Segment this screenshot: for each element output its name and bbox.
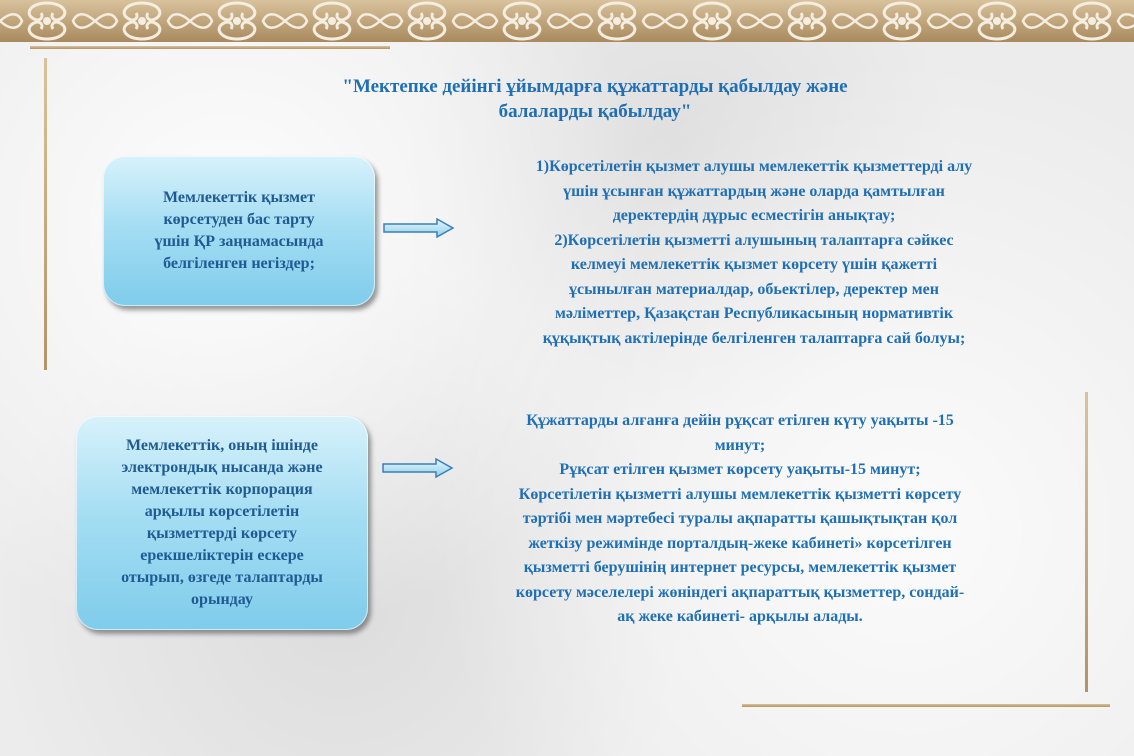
title-line: балаларды қабылдау" <box>498 101 692 122</box>
text-line: Көрсетілетін қызметті алушы мемлекеттік қызметті көрсету <box>518 485 962 503</box>
text-line: деректердің дұрыс есместігін анықтау; <box>612 207 896 224</box>
text-line: 1)Көрсетілетін қызмет алушы мемлекеттік қызметтерді алу <box>535 158 973 175</box>
box-line: үшін ҚР заңнамасында <box>154 233 324 250</box>
box-line: белгіленген негіздер; <box>163 255 315 272</box>
box-line: отырып, өзгеде талаптарды <box>121 569 323 586</box>
text-line: жеткізу режимінде порталдың-жеке кабинеті» көрсетілген <box>528 534 952 552</box>
title-line: "Мектепке дейінгі ұйымдарға құжаттарды қабылдау және <box>342 76 848 97</box>
text-line: келмеуі мемлекеттік қызмет көрсету үшін қажетті <box>570 256 938 273</box>
text-line: 2)Көрсетілетін қызметті алушының талаптарға сәйкес <box>554 231 954 249</box>
box-line: арқылы көрсетілетін <box>144 503 300 520</box>
ornament-band <box>0 0 1134 42</box>
text-line: құқықтық актілерінде белгіленген талаптарға сай болуы; <box>542 329 966 347</box>
frame-line-right <box>1085 392 1088 692</box>
frame-line-left <box>44 58 47 370</box>
slide-title <box>250 74 940 124</box>
box-line: мемлекеттік корпорация <box>131 481 313 498</box>
refusal-grounds-text <box>448 155 1060 351</box>
text-line: Рұқсат етілген қызмет көрсету уақыты-15 минут; <box>559 461 921 478</box>
frame-line-top-left <box>30 46 390 49</box>
service-requirements-text <box>430 409 1050 630</box>
text-line: тәртібі мен мәртебесі туралы ақпаратты қашықтықтан қол <box>522 510 958 527</box>
box-line: Мемлекеттік қызмет <box>162 189 316 206</box>
text-line: минут; <box>714 436 766 454</box>
box-line: электрондық нысанда және <box>121 459 323 476</box>
text-line: ақ жеке кабинеті- арқылы алады. <box>617 608 863 625</box>
text-line: қызметті берушінің интернет ресурсы, мемлекеттік қызмет <box>523 559 957 576</box>
box-line: Мемлекеттік, оның ішінде <box>125 437 318 454</box>
other-requirements-box <box>76 416 368 630</box>
text-line: Құжаттарды алғанға дейін рұқсат етілген күту уақыты -15 <box>526 412 954 429</box>
box-line: қызметтерді көрсету <box>146 525 298 542</box>
refusal-grounds-box <box>103 156 375 306</box>
frame-line-bottom-right <box>742 704 1110 707</box>
text-line: ұсынылған материалдар, обьектілер, деректер мен <box>569 280 939 298</box>
text-line: көрсету мәселелері жөніндегі ақпараттық қызметтер, сондай- <box>515 583 965 601</box>
box-line: көрсетуден бас тарту <box>163 211 315 228</box>
text-line: үшін ұсынған құжаттардың және оларда қамтылған <box>563 182 945 200</box>
text-line: мәліметтер, Қазақстан Республикасының нормативтік <box>554 305 954 322</box>
box-line: ерекшеліктерін ескере <box>140 547 304 564</box>
box-line: орындау <box>191 591 253 608</box>
arrow-right-icon <box>383 218 455 238</box>
